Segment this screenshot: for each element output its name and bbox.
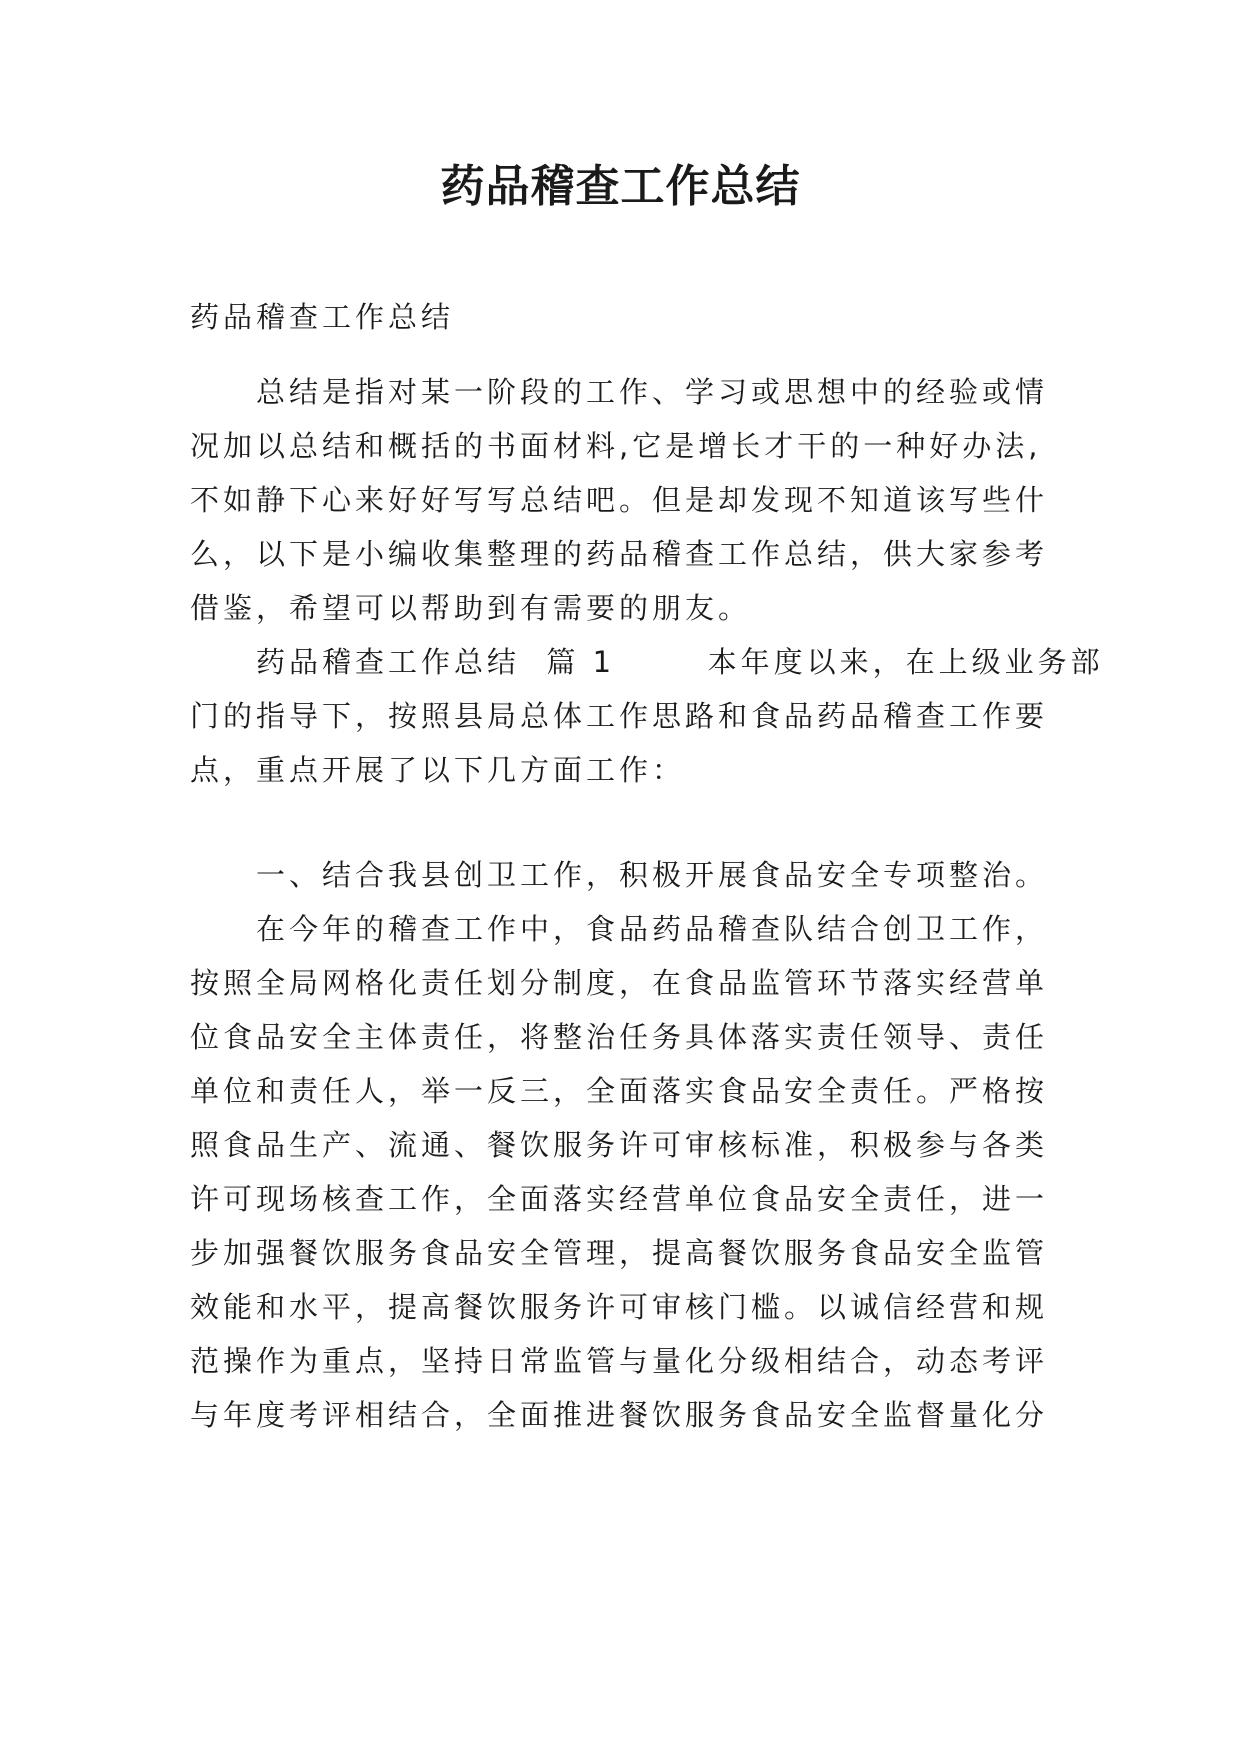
paragraph-line: 位食品安全主体责任，将整治任务具体落实责任领导、责任 [190,1020,1049,1054]
paragraph-line: 与年度考评相结合，全面推进餐饮服务食品安全监督量化分 [190,1398,1049,1432]
paragraph-line: 单位和责任人，举一反三，全面落实食品安全责任。严格按 [190,1074,1049,1108]
paragraph-line: 况加以总结和概括的书面材料,它是增长才干的一种好办法, [190,429,1042,463]
paragraph-line: 门的指导下，按照县局总体工作思路和食品药品稽查工作要 [190,699,1049,733]
paragraph-line: 点，重点开展了以下几方面工作： [190,753,686,787]
document-title: 药品稽查工作总结 [440,161,801,212]
paragraph-line: 许可现场核查工作，全面落实经营单位食品安全责任，进一 [190,1182,1049,1216]
document-subtitle: 药品稽查工作总结 [190,300,455,334]
paragraph-line: 效能和水平，提高餐饮服务许可审核门槛。以诚信经营和规 [190,1290,1049,1324]
paragraph-line: 借鉴，希望可以帮助到有需要的朋友。 [190,591,752,625]
paragraph-line: 在今年的稽查工作中，食品药品稽查队结合创卫工作， [256,912,1049,946]
paragraph-line: 总结是指对某一阶段的工作、学习或思想中的经验或情 [256,375,1049,409]
paragraph-line: 按照全局网格化责任划分制度，在食品监管环节落实经营单 [190,966,1049,1000]
paragraph-line: 步加强餐饮服务食品安全管理，提高餐饮服务食品安全监管 [190,1236,1049,1270]
paragraph-line: 药品稽查工作总结 篇 1 本年度以来，在上级业务部 [256,645,1104,679]
section-heading: 一、结合我县创卫工作，积极开展食品安全专项整治。 [256,858,1049,892]
paragraph-line: 不如静下心来好好写写总结吧。但是却发现不知道该写些什 [190,483,1049,517]
paragraph-line: 范操作为重点，坚持日常监管与量化分级相结合，动态考评 [190,1344,1049,1378]
paragraph-line: 照食品生产、流通、餐饮服务许可审核标准，积极参与各类 [190,1128,1049,1162]
paragraph-line: 么，以下是小编收集整理的药品稽查工作总结，供大家参考 [190,537,1049,571]
